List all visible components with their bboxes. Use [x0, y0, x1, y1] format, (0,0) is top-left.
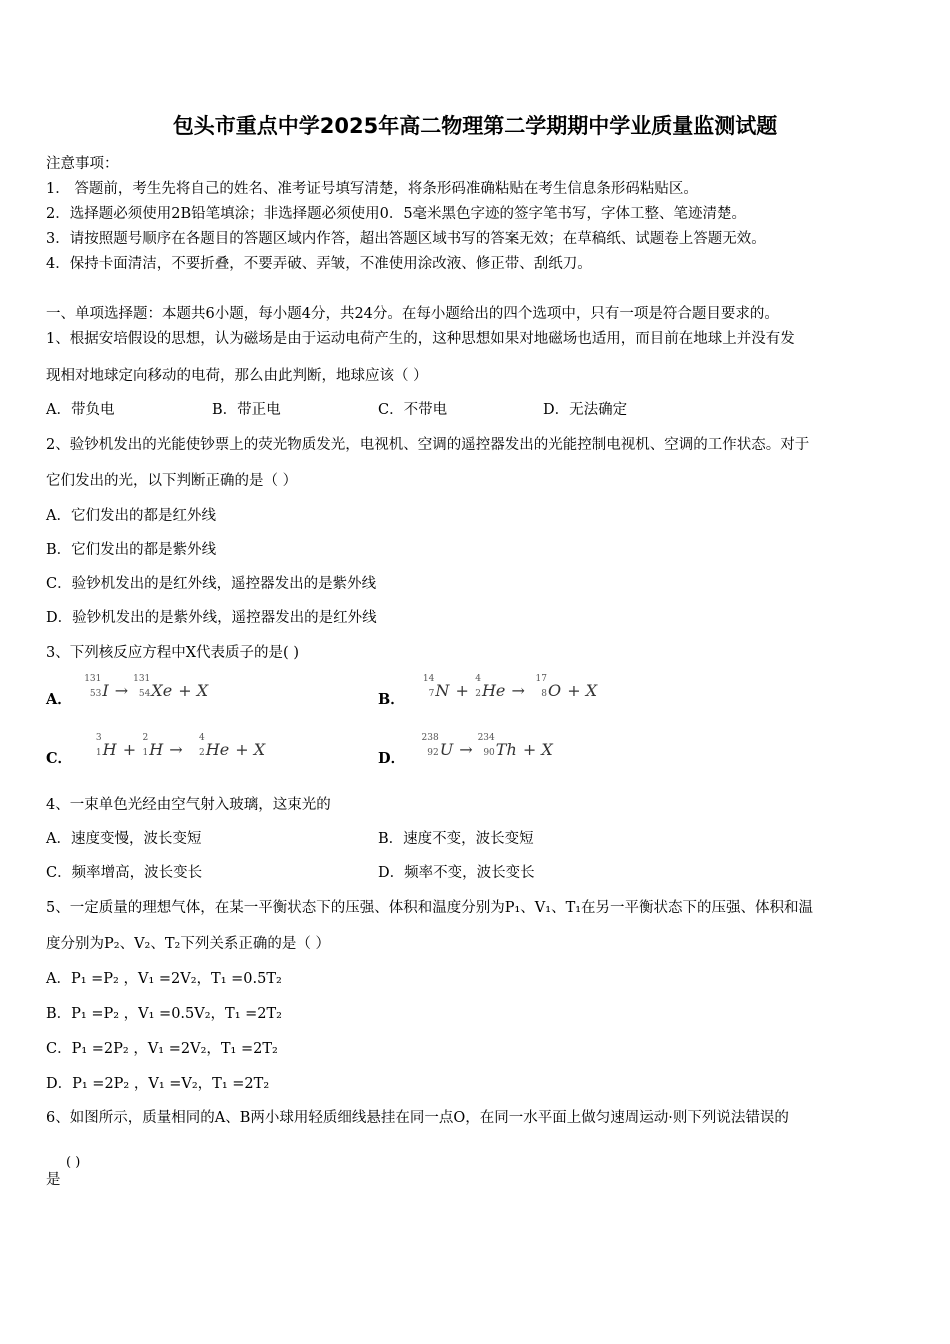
q1-option-d: D．无法确定 — [543, 402, 628, 418]
notice-item-3: 3．请按照题号顺序在各题目的答题区域内作答，超出答题区域书写的答案无效；在草稿纸、试题卷上答题无效。 — [46, 231, 766, 247]
q1-stem-line1: 1、根据安培假设的思想，认为磁场是由于运动电荷产生的，这种思想如果对地磁场也适用，而目前在地球上并没有发 — [46, 331, 795, 347]
q3-stem: 3、下列核反应方程中X代表质子的是( ) — [46, 645, 299, 661]
q2-option-a: A．它们发出的都是红外线 — [46, 508, 216, 524]
q2-stem-line2: 它们发出的光，以下判断正确的是（ ） — [46, 473, 298, 489]
q1-stem-line2: 现相对地球定向移动的电荷，那么由此判断，地球应该（ ） — [46, 368, 428, 384]
q6-stem-line2: 是 — [46, 1172, 61, 1188]
q3-option-a-label: A． — [46, 691, 72, 708]
notice-heading: 注意事项： — [46, 156, 119, 172]
q3-option-d-label: D． — [378, 750, 406, 767]
q5-stem-line2: 度分别为P₂、V₂、T₂下列关系正确的是（ ） — [46, 936, 330, 952]
q5-option-a: A．P₁ =P₂ ，V₁ =2V₂，T₁ =0.5T₂ — [46, 971, 282, 987]
q3-equation-d: 238 92 U → 234 90 Th + X — [421, 733, 553, 759]
q4-stem: 4、一束单色光经由空气射入玻璃，这束光的 — [46, 797, 331, 813]
q3-equation-a: 131 53 I → 131 54 Xe + X — [84, 674, 209, 700]
q5-option-c: C．P₁ =2P₂ ，V₁ =2V₂，T₁ =2T₂ — [46, 1041, 278, 1057]
q1-option-a: A．带负电 — [46, 402, 115, 418]
q3-equation-b: 14 7 N + 4 2 He → 17 8 O + X — [422, 674, 598, 700]
notice-item-1: 1． 答题前，考生先将自己的姓名、准考证号填写清楚，将条形码准确粘贴在考生信息条形码粘贴区。 — [46, 181, 698, 197]
q3-equation-c: 3 1 H + 2 1 H → 4 2 He + X — [95, 733, 266, 759]
page-title: 包头市重点中学2025年高二物理第二学期期中学业质量监测试题 — [172, 114, 778, 138]
notice-item-2: 2．选择题必须使用2B铅笔填涂；非选择题必须使用0．5毫米黑色字迹的签字笔书写，字体工整、笔迹清楚。 — [46, 206, 747, 222]
q4-option-b: B．速度不变，波长变短 — [378, 831, 534, 847]
q2-option-c: C．验钞机发出的是红外线，遥控器发出的是紫外线 — [46, 576, 377, 592]
q5-stem-line1: 5、一定质量的理想气体，在某一平衡状态下的压强、体积和温度分别为P₁、V₁、T₁在另一平衡状态下的压强、体积和温 — [46, 900, 814, 916]
q1-option-c: C．不带电 — [378, 402, 448, 418]
q1-option-b: B．带正电 — [212, 402, 281, 418]
q3-option-b-label: B． — [378, 691, 405, 708]
q3-option-d — [378, 733, 553, 768]
section-heading: 一、单项选择题：本题共6小题，每小题4分，共24分。在每小题给出的四个选项中，只有一项是符合题目要求的。 — [46, 306, 779, 322]
q2-option-b: B．它们发出的都是紫外线 — [46, 542, 217, 558]
q4-option-a: A．速度变慢，波长变短 — [46, 831, 202, 847]
q3-option-a — [46, 674, 209, 709]
q3-option-b — [378, 674, 598, 709]
q4-option-c: C．频率增高，波长变长 — [46, 865, 203, 881]
q4-option-d: D．频率不变，波长变长 — [378, 865, 535, 881]
q3-option-c-label: C． — [46, 750, 73, 767]
q6-stem-line1: 6、如图所示，质量相同的A、B两小球用轻质细线悬挂在同一点O，在同一水平面上做匀速周运动·则下列说法错误的 — [46, 1110, 789, 1126]
q5-option-d: D．P₁ =2P₂ ，V₁ =V₂，T₁ =2T₂ — [46, 1076, 270, 1092]
q2-option-d: D．验钞机发出的是紫外线，遥控器发出的是红外线 — [46, 610, 377, 626]
q6-answer-paren: ( ) — [66, 1155, 81, 1170]
q2-stem-line1: 2、验钞机发出的光能使钞票上的荧光物质发光，电视机、空调的遥控器发出的光能控制电视机、空调的工作状态。对于 — [46, 437, 810, 453]
notice-item-4: 4．保持卡面清洁，不要折叠，不要弄破、弄皱，不准使用涂改液、修正带、刮纸刀。 — [46, 256, 592, 272]
q3-option-c — [46, 733, 266, 768]
q5-option-b: B．P₁ =P₂ ，V₁ =0.5V₂，T₁ =2T₂ — [46, 1006, 282, 1022]
